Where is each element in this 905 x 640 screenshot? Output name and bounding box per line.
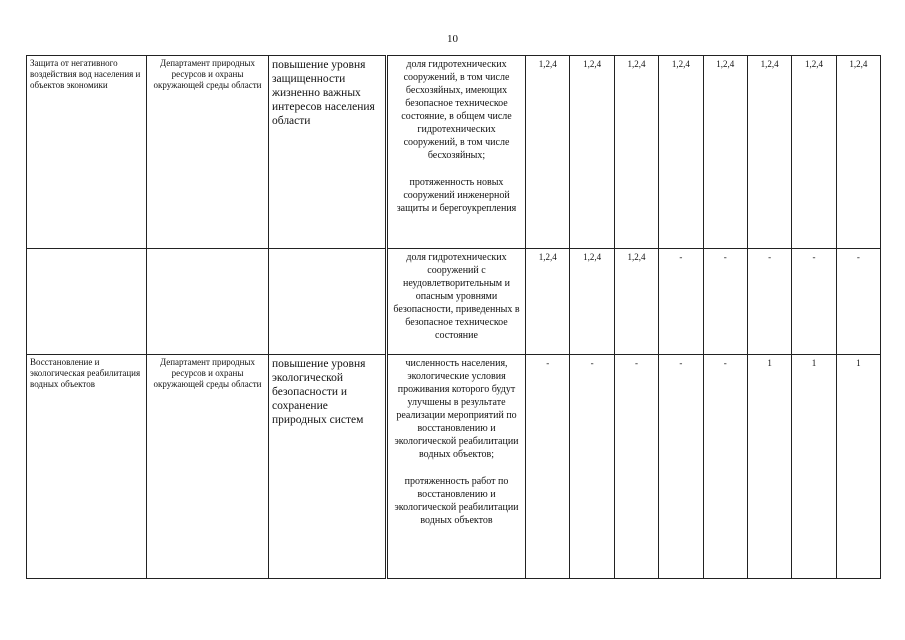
subprogram-name bbox=[27, 249, 147, 355]
indicator-text: протяженность новых сооружений инженерной защиты и берегоукрепления bbox=[396, 177, 517, 214]
subprogram-name: Защита от негативного воздействия вод населения и объектов экономики bbox=[27, 56, 147, 249]
responsible-department: Департамент природных ресурсов и охраны окружающей среды области bbox=[147, 56, 269, 249]
value-cell: - bbox=[747, 249, 791, 355]
goal-text bbox=[269, 249, 387, 355]
table-row bbox=[27, 56, 881, 249]
value-cell: 1,2,4 bbox=[659, 56, 703, 249]
value-cell: 1,2,4 bbox=[614, 249, 658, 355]
indicator-text: доля гидротехнических сооружений с неудовлетворительным и опасным уровнями безопасности, приведенных в безопасное техническое состояние bbox=[393, 252, 520, 341]
indicators-cell bbox=[387, 56, 526, 249]
value-cell: 1,2,4 bbox=[526, 56, 570, 249]
value-cell: - bbox=[836, 249, 880, 355]
responsible-department: Департамент природных ресурсов и охраны окружающей среды области bbox=[147, 355, 269, 579]
value-cell: 1 bbox=[792, 355, 836, 579]
value-cell: 1,2,4 bbox=[792, 56, 836, 249]
value-cell: - bbox=[526, 355, 570, 579]
table-row bbox=[27, 249, 881, 355]
page-number: 10 bbox=[447, 33, 458, 45]
table-row bbox=[27, 355, 881, 579]
indicator-text: протяженность работ по восстановлению и экологической реабилитации водных объектов bbox=[394, 476, 519, 526]
value-cell: - bbox=[614, 355, 658, 579]
goal-text: повышение уровня экологической безопасности и сохранение природных систем bbox=[269, 355, 387, 579]
value-cell: 1,2,4 bbox=[614, 56, 658, 249]
indicator-text: доля гидротехнических сооружений, в том числе бесхозяйных, имеющих безопасное техническое состояние, в общем числе гидротехнических сооружений, в том числе бесхозяйных; bbox=[401, 59, 512, 161]
value-cell: - bbox=[703, 249, 747, 355]
value-cell: 1,2,4 bbox=[526, 249, 570, 355]
value-cell: 1 bbox=[747, 355, 791, 579]
value-cell: 1,2,4 bbox=[703, 56, 747, 249]
value-cell: - bbox=[792, 249, 836, 355]
value-cell: 1,2,4 bbox=[836, 56, 880, 249]
value-cell: - bbox=[570, 355, 614, 579]
value-cell: 1,2,4 bbox=[570, 249, 614, 355]
indicators-cell bbox=[387, 355, 526, 579]
responsible-department bbox=[147, 249, 269, 355]
value-cell: - bbox=[659, 249, 703, 355]
value-cell: - bbox=[659, 355, 703, 579]
program-table bbox=[26, 55, 881, 579]
value-cell: - bbox=[703, 355, 747, 579]
value-cell: 1,2,4 bbox=[747, 56, 791, 249]
indicators-cell bbox=[387, 249, 526, 355]
goal-text: повышение уровня защищенности жизненно важных интересов населения области bbox=[269, 56, 387, 249]
value-cell: 1,2,4 bbox=[570, 56, 614, 249]
subprogram-name: Восстановление и экологическая реабилитация водных объектов bbox=[27, 355, 147, 579]
value-cell: 1 bbox=[836, 355, 880, 579]
indicator-text: численность населения, экологические условия проживания которого будут улучшены в результате реализации мероприятий по восстановлению и экологической реабилитации водных объектов; bbox=[394, 358, 519, 460]
